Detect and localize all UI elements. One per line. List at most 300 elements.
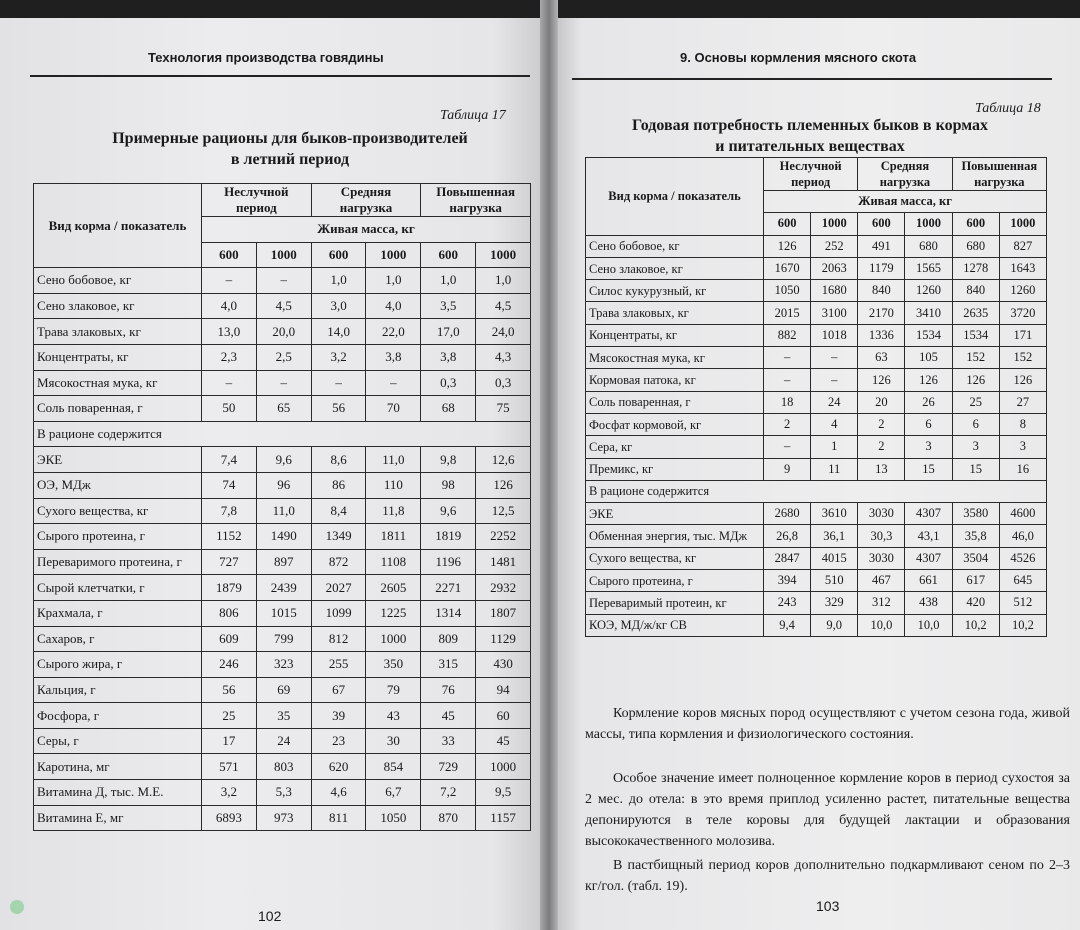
table-row — [586, 235, 1047, 257]
table-cell: 126 — [764, 235, 811, 257]
row-label: Крахмала, г — [34, 600, 202, 626]
table-cell: 1179 — [858, 257, 905, 279]
table-row — [34, 600, 531, 626]
row-label: Серы, г — [34, 728, 202, 754]
table-cell: 76 — [421, 677, 476, 703]
table-cell: 0,3 — [421, 370, 476, 396]
table-cell: 26 — [905, 391, 952, 413]
table-cell: 4,0 — [366, 293, 421, 319]
table-row — [586, 369, 1047, 391]
row-label: Сырого протеина, г — [34, 524, 202, 550]
table-cell: 74 — [202, 472, 257, 498]
table-cell: – — [764, 436, 811, 458]
table-cell: 2170 — [858, 302, 905, 324]
table-cell: 882 — [764, 324, 811, 346]
header-live-weight: Живая масса, кг — [764, 191, 1047, 213]
table-cell: 7,8 — [202, 498, 257, 524]
table-cell: 571 — [202, 754, 257, 780]
table-cell: 46,0 — [999, 525, 1046, 547]
table-cell: 23 — [311, 728, 366, 754]
table-cell: 11 — [811, 458, 858, 480]
running-head: 9. Основы кормления мясного скота — [680, 50, 917, 65]
table-row — [586, 436, 1047, 458]
table-cell: 9,0 — [811, 614, 858, 636]
table-row — [586, 302, 1047, 324]
table-cell: 56 — [311, 396, 366, 422]
table-cell: 15 — [952, 458, 999, 480]
table-header-row — [586, 158, 1047, 191]
table-cell: 1,0 — [476, 268, 531, 294]
table-cell: 86 — [311, 472, 366, 498]
table-cell: 1108 — [366, 549, 421, 575]
table-cell: 811 — [311, 805, 366, 831]
table-row — [34, 319, 531, 345]
row-label: Премикс, кг — [586, 458, 764, 480]
table-cell: 98 — [421, 472, 476, 498]
table-cell: 2 — [858, 413, 905, 435]
table-cell: 105 — [905, 347, 952, 369]
table-cell: 315 — [421, 652, 476, 678]
table-cell: 4,5 — [476, 293, 531, 319]
table-cell: 152 — [999, 347, 1046, 369]
header-group: Неслучной период — [764, 158, 858, 191]
body-paragraph: Особое значение имеет полноценное кормление коров в период сухостоя за 2 мес. до отела: в это время приплод усиленно растет, питательные вещества депонируются в теле коровы для будущей лактации и образования высококачественного молозива. — [585, 771, 1070, 849]
table-cell: 3,5 — [421, 293, 476, 319]
table-cell: 35,8 — [952, 525, 999, 547]
table-row — [34, 293, 531, 319]
table-cell: 3,2 — [311, 344, 366, 370]
table-cell: 1670 — [764, 257, 811, 279]
table-cell: 3,8 — [366, 344, 421, 370]
table-cell: 68 — [421, 396, 476, 422]
table-cell: 25 — [202, 703, 257, 729]
table-row — [586, 614, 1047, 636]
table-cell: 812 — [311, 626, 366, 652]
table-cell: – — [311, 370, 366, 396]
table-cell: 2680 — [764, 503, 811, 525]
table-cell: 661 — [905, 570, 952, 592]
row-label: Обменная энергия, тыс. МДж — [586, 525, 764, 547]
table-cell: 1260 — [999, 280, 1046, 302]
table-cell: – — [202, 268, 257, 294]
table-title — [590, 115, 1030, 157]
table-cell: 5,3 — [256, 780, 311, 806]
table-cell: 50 — [202, 396, 257, 422]
table-row — [34, 703, 531, 729]
table-cell: 2 — [764, 413, 811, 435]
table-title-line: в летний период — [230, 151, 350, 168]
table-row — [34, 805, 531, 831]
table-row — [586, 525, 1047, 547]
table-cell: 6893 — [202, 805, 257, 831]
table-cell: 2635 — [952, 302, 999, 324]
table-row — [34, 652, 531, 678]
table-cell: 45 — [421, 703, 476, 729]
header-row-label: Вид корма / показатель — [586, 158, 764, 236]
table-cell: 43 — [366, 703, 421, 729]
row-label: Силос кукурузный, кг — [586, 280, 764, 302]
table-row — [34, 728, 531, 754]
table-cell: 171 — [999, 324, 1046, 346]
table-cell: 1015 — [256, 600, 311, 626]
table-cell: 9 — [764, 458, 811, 480]
row-label: Сено бобовое, кг — [34, 268, 202, 294]
table-cell: 840 — [952, 280, 999, 302]
row-label: Фосфат кормовой, кг — [586, 413, 764, 435]
table-cell: 827 — [999, 235, 1046, 257]
table-cell: 1,0 — [311, 268, 366, 294]
table-cell: 96 — [256, 472, 311, 498]
table-cell: 3 — [952, 436, 999, 458]
table-cell: – — [764, 369, 811, 391]
header-rule — [30, 75, 530, 77]
table-cell: 69 — [256, 677, 311, 703]
table-cell: 26,8 — [764, 525, 811, 547]
section-label: В рационе содержится — [34, 421, 531, 447]
table-cell: 1260 — [905, 280, 952, 302]
left-page — [0, 18, 548, 930]
row-label: Витамина Д, тыс. М.Е. — [34, 780, 202, 806]
table-cell: 30 — [366, 728, 421, 754]
header-weight: 1000 — [476, 242, 531, 268]
row-label: Сено злаковое, кг — [34, 293, 202, 319]
table-cell: 1152 — [202, 524, 257, 550]
table-cell: 1811 — [366, 524, 421, 550]
table-cell: 126 — [952, 369, 999, 391]
table-cell: 9,6 — [256, 447, 311, 473]
table-cell: 9,6 — [421, 498, 476, 524]
table-cell: 1490 — [256, 524, 311, 550]
header-group: Повышенная нагрузка — [952, 158, 1046, 191]
header-weight: 600 — [952, 213, 999, 235]
table-cell: 4,3 — [476, 344, 531, 370]
table-cell: 727 — [202, 549, 257, 575]
table-cell: 4,0 — [202, 293, 257, 319]
table-cell: 18 — [764, 391, 811, 413]
table-cell: 126 — [476, 472, 531, 498]
table-cell: 10,2 — [999, 614, 1046, 636]
table-cell: 3030 — [858, 547, 905, 569]
table-cell: 4 — [811, 413, 858, 435]
table-cell: 12,5 — [476, 498, 531, 524]
table-cell: 3610 — [811, 503, 858, 525]
table-cell: 3580 — [952, 503, 999, 525]
header-group: Повышенная нагрузка — [421, 184, 531, 217]
table-cell: 438 — [905, 592, 952, 614]
table-cell: 14,0 — [311, 319, 366, 345]
running-head: Технология производства говядины — [148, 50, 384, 65]
table-cell: 617 — [952, 570, 999, 592]
table-header-row — [34, 184, 531, 217]
row-label: Трава злаковых, кг — [34, 319, 202, 345]
body-paragraph: В пастбищный период коров дополнительно подкармливают сеном по 2–3 кг/гол. (табл. 19). — [585, 858, 1070, 894]
table-cell: 3410 — [905, 302, 952, 324]
table-row — [34, 268, 531, 294]
row-label: Трава злаковых, кг — [586, 302, 764, 324]
table-row — [586, 458, 1047, 480]
table-cell: 10,0 — [905, 614, 952, 636]
table-cell: 45 — [476, 728, 531, 754]
row-label: ЭКЕ — [586, 503, 764, 525]
table-cell: 1225 — [366, 600, 421, 626]
table-cell: 7,4 — [202, 447, 257, 473]
header-rule — [572, 78, 1052, 80]
table-cell: 110 — [366, 472, 421, 498]
table-cell: 430 — [476, 652, 531, 678]
row-label: Сухого вещества, кг — [586, 547, 764, 569]
table-row — [34, 754, 531, 780]
table-cell: 1481 — [476, 549, 531, 575]
table-cell: 126 — [905, 369, 952, 391]
table-cell: 10,0 — [858, 614, 905, 636]
table-cell: – — [366, 370, 421, 396]
table-cell: 803 — [256, 754, 311, 780]
table-title — [60, 128, 520, 170]
table-cell: 75 — [476, 396, 531, 422]
table-cell: 243 — [764, 592, 811, 614]
table-cell: – — [811, 369, 858, 391]
row-label: Концентраты, кг — [586, 324, 764, 346]
table-cell: 22,0 — [366, 319, 421, 345]
table-cell: 1680 — [811, 280, 858, 302]
table-cell: 420 — [952, 592, 999, 614]
table-cell: 30,3 — [858, 525, 905, 547]
header-group: Средняя нагрузка — [858, 158, 952, 191]
table-cell: 3030 — [858, 503, 905, 525]
table-cell: 35 — [256, 703, 311, 729]
row-label: Сера, кг — [586, 436, 764, 458]
table-cell: 8,4 — [311, 498, 366, 524]
table-title-line: и питательных веществах — [715, 138, 905, 155]
table-cell: 3504 — [952, 547, 999, 569]
table-row — [34, 472, 531, 498]
header-weight: 600 — [202, 242, 257, 268]
table-cell: 1,0 — [366, 268, 421, 294]
table-cell: – — [764, 347, 811, 369]
table-cell: 1534 — [952, 324, 999, 346]
header-live-weight: Живая масса, кг — [202, 217, 531, 243]
table-cell: 1879 — [202, 575, 257, 601]
table-cell: 67 — [311, 677, 366, 703]
header-weight: 600 — [421, 242, 476, 268]
annual-requirement-table — [585, 157, 1047, 637]
table-row — [586, 280, 1047, 302]
table-cell: – — [811, 347, 858, 369]
table-cell: 3,8 — [421, 344, 476, 370]
page-number: 103 — [816, 898, 840, 914]
header-row-label: Вид корма / показатель — [34, 184, 202, 268]
table-number: Таблица 17 — [440, 108, 506, 123]
row-label: Фосфора, г — [34, 703, 202, 729]
table-cell: 2847 — [764, 547, 811, 569]
table-cell: 512 — [999, 592, 1046, 614]
table-cell: 2439 — [256, 575, 311, 601]
table-cell: 1278 — [952, 257, 999, 279]
header-group: Средняя нагрузка — [311, 184, 421, 217]
table-cell: 39 — [311, 703, 366, 729]
table-row — [34, 575, 531, 601]
table-cell: 8 — [999, 413, 1046, 435]
table-cell: 3100 — [811, 302, 858, 324]
table-cell: 13,0 — [202, 319, 257, 345]
section-label: В рационе содержится — [586, 480, 1047, 502]
table-cell: 1819 — [421, 524, 476, 550]
table-cell: 24,0 — [476, 319, 531, 345]
table-cell: 1050 — [764, 280, 811, 302]
table-cell: 645 — [999, 570, 1046, 592]
table-row — [34, 498, 531, 524]
table-cell: 467 — [858, 570, 905, 592]
table-cell: 255 — [311, 652, 366, 678]
table-cell: 152 — [952, 347, 999, 369]
table-cell: 13 — [858, 458, 905, 480]
table-cell: 1 — [811, 436, 858, 458]
row-label: Сырого протеина, г — [586, 570, 764, 592]
table-cell: 16 — [999, 458, 1046, 480]
table-cell: 620 — [311, 754, 366, 780]
table-cell: 6 — [905, 413, 952, 435]
table-cell: 25 — [952, 391, 999, 413]
header-weight: 600 — [858, 213, 905, 235]
table-cell: 4,5 — [256, 293, 311, 319]
table-cell: 350 — [366, 652, 421, 678]
row-label: ЭКЕ — [34, 447, 202, 473]
table-row — [34, 626, 531, 652]
table-cell: 8,6 — [311, 447, 366, 473]
book-gutter — [540, 0, 558, 930]
header-weight: 600 — [311, 242, 366, 268]
table-cell: 729 — [421, 754, 476, 780]
table-row — [586, 413, 1047, 435]
table-cell: 2,5 — [256, 344, 311, 370]
table-row — [586, 570, 1047, 592]
table-row — [34, 396, 531, 422]
section-row — [586, 480, 1047, 502]
table-cell: 806 — [202, 600, 257, 626]
table-cell: 2252 — [476, 524, 531, 550]
table-cell: 1050 — [366, 805, 421, 831]
table-cell: 24 — [811, 391, 858, 413]
table-cell: 2 — [858, 436, 905, 458]
table-row — [586, 503, 1047, 525]
table-cell: 1157 — [476, 805, 531, 831]
table-cell: 6,7 — [366, 780, 421, 806]
table-cell: 973 — [256, 805, 311, 831]
table-cell: 252 — [811, 235, 858, 257]
header-weight: 1000 — [256, 242, 311, 268]
table-row — [586, 391, 1047, 413]
table-cell: 2932 — [476, 575, 531, 601]
table-cell: 2,3 — [202, 344, 257, 370]
table-cell: 1314 — [421, 600, 476, 626]
row-label: Соль поваренная, г — [586, 391, 764, 413]
section-row — [34, 421, 531, 447]
row-label: Сырого жира, г — [34, 652, 202, 678]
table-row — [34, 549, 531, 575]
table-cell: 246 — [202, 652, 257, 678]
table-title-line: Годовая потребность племенных быков в кормах — [631, 117, 989, 134]
row-label: Сено бобовое, кг — [586, 235, 764, 257]
row-label: Сахаров, г — [34, 626, 202, 652]
table-cell: 36,1 — [811, 525, 858, 547]
table-cell: 1336 — [858, 324, 905, 346]
table-cell: 11,8 — [366, 498, 421, 524]
table-cell: 799 — [256, 626, 311, 652]
table-cell: 1534 — [905, 324, 952, 346]
row-label: Сено злаковое, кг — [586, 257, 764, 279]
row-label: Каротина, мг — [34, 754, 202, 780]
table-row — [586, 347, 1047, 369]
table-cell: – — [256, 370, 311, 396]
table-cell: 1099 — [311, 600, 366, 626]
row-label: Концентраты, кг — [34, 344, 202, 370]
header-weight: 1000 — [999, 213, 1046, 235]
table-cell: 2027 — [311, 575, 366, 601]
row-label: Кальция, г — [34, 677, 202, 703]
header-weight: 1000 — [366, 242, 421, 268]
table-cell: 1000 — [366, 626, 421, 652]
table-number: Таблица 18 — [975, 101, 1041, 116]
table-cell: 1,0 — [421, 268, 476, 294]
table-cell: 3,0 — [311, 293, 366, 319]
table-cell: 94 — [476, 677, 531, 703]
row-label: Сырой клетчатки, г — [34, 575, 202, 601]
table-cell: 43,1 — [905, 525, 952, 547]
header-weight: 1000 — [905, 213, 952, 235]
table-cell: 56 — [202, 677, 257, 703]
table-cell: 2063 — [811, 257, 858, 279]
row-label: Соль поваренная, г — [34, 396, 202, 422]
table-cell: 2015 — [764, 302, 811, 324]
table-cell: 126 — [858, 369, 905, 391]
table-cell: 60 — [476, 703, 531, 729]
table-row — [586, 324, 1047, 346]
body-paragraph: Кормление коров мясных пород осуществляют с учетом сезона года, живой массы, типа кормления и физиологического состояния. — [585, 706, 1070, 742]
table-cell: – — [202, 370, 257, 396]
table-cell: 1018 — [811, 324, 858, 346]
row-label: Мясокостная мука, кг — [586, 347, 764, 369]
table-cell: 394 — [764, 570, 811, 592]
table-row — [586, 257, 1047, 279]
table-cell: 4600 — [999, 503, 1046, 525]
table-cell: 9,8 — [421, 447, 476, 473]
table-cell: 4015 — [811, 547, 858, 569]
row-label: Витамина Е, мг — [34, 805, 202, 831]
table-cell: 33 — [421, 728, 476, 754]
table-cell: 897 — [256, 549, 311, 575]
table-row — [586, 547, 1047, 569]
row-label: ОЭ, МДж — [34, 472, 202, 498]
row-label: Мясокостная мука, кг — [34, 370, 202, 396]
table-cell: 609 — [202, 626, 257, 652]
corner-dot — [10, 900, 24, 914]
feed-ration-table — [33, 183, 531, 831]
table-cell: 1643 — [999, 257, 1046, 279]
table-cell: 1196 — [421, 549, 476, 575]
header-group: Неслучной период — [202, 184, 312, 217]
table-cell: 854 — [366, 754, 421, 780]
table-cell: 20 — [858, 391, 905, 413]
table-cell: 27 — [999, 391, 1046, 413]
table-cell: 4307 — [905, 503, 952, 525]
table-cell: 809 — [421, 626, 476, 652]
table-row — [34, 780, 531, 806]
table-cell: 4526 — [999, 547, 1046, 569]
table-cell: – — [256, 268, 311, 294]
row-label: Кормовая патока, кг — [586, 369, 764, 391]
table-cell: 329 — [811, 592, 858, 614]
table-cell: 9,4 — [764, 614, 811, 636]
